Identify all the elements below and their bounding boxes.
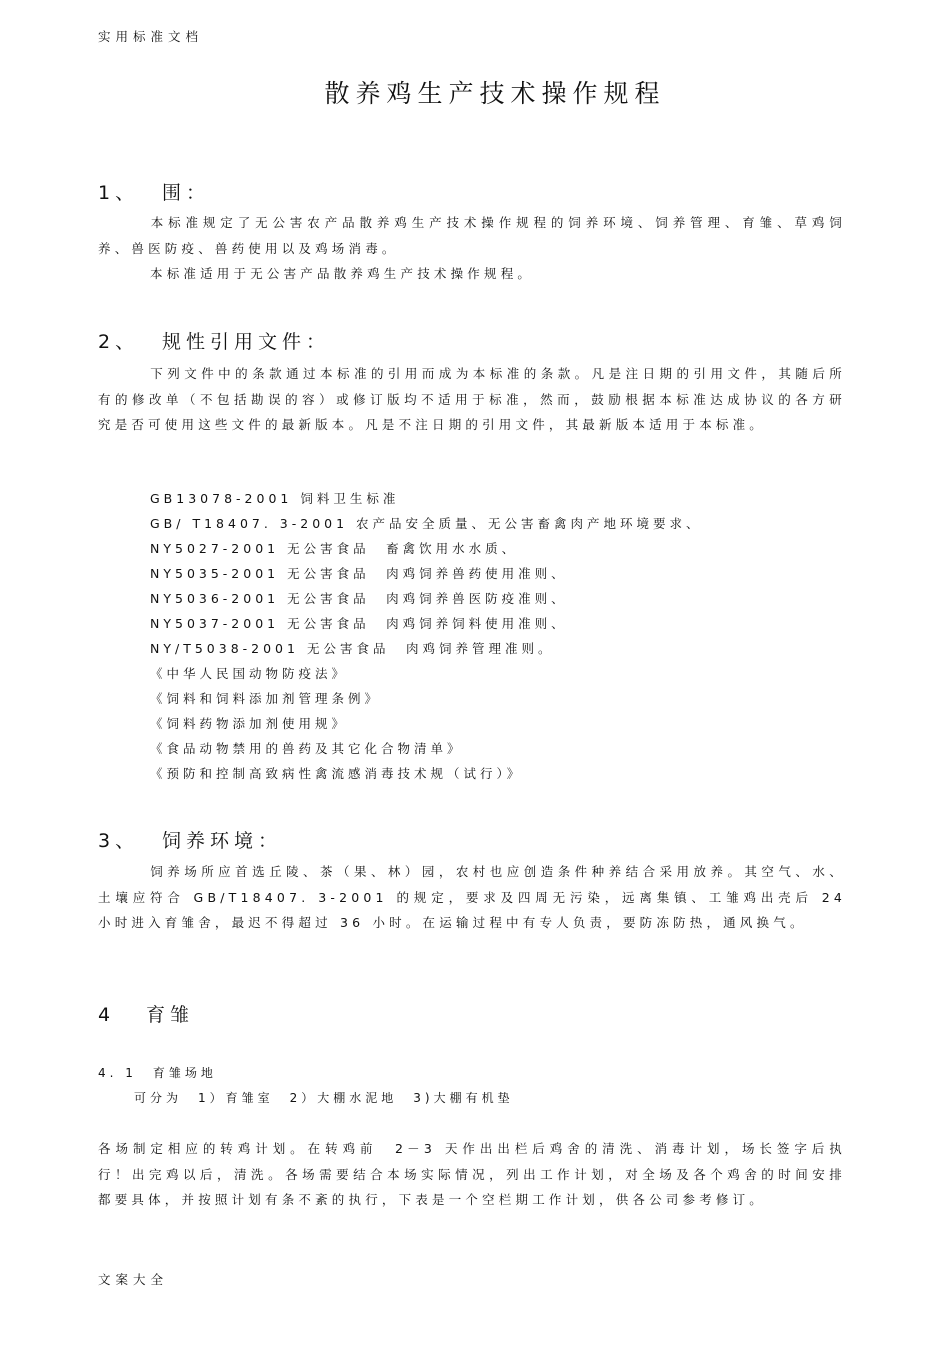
- section-1-heading: [98, 178, 210, 205]
- section-title: 围：: [162, 182, 211, 204]
- section-title: 饲养环境：: [162, 830, 283, 852]
- reference-item: 《预防和控制高致病性禽流感消毒技术规（试行）》: [150, 766, 524, 781]
- reference-item: 《食品动物禁用的兽药及其它化合物清单》: [150, 741, 464, 756]
- reference-item: NY5036-2001 无公害食品 肉鸡饲养兽医防疫准则、: [150, 591, 568, 606]
- page-header: 实用标准文档: [98, 29, 204, 44]
- reference-item: GB13078-2001 饲料卫生标准: [150, 491, 400, 506]
- reference-item: 《饲料药物添加剂使用规》: [150, 716, 349, 731]
- section-1-paragraph-2: 本标准适用于无公害产品散养鸡生产技术操作规程。: [150, 266, 535, 281]
- reference-item: 《中华人民国动物防疫法》: [150, 666, 349, 681]
- section-2-paragraph: 下列文件中的条款通过本标准的引用而成为本标准的条款。凡是注日期的引用文件，其随后所有的修改单（不包括勘误的容）或修订版均不适用于标准，然而，鼓励根据本标准达成协议的各方研究是否可使用这些文件的最新版本。凡是不注日期的引用文件，其最新版本适用于本标准。: [98, 366, 846, 432]
- section-4-paragraph: 各场制定相应的转鸡计划。在转鸡前 2－3 天作出出栏后鸡舍的清洗、消毒计划，场长签字后执行！出完鸡以后，清洗。各场需要结合本场实际情况，列出工作计划，对全场及各个鸡舍的时间安排都要具体，并按照计划有条不紊的执行，下表是一个空栏期工作计划，供各公司参考修订。: [98, 1141, 846, 1207]
- section-number: 3、: [98, 830, 140, 852]
- section-number: 4: [98, 1004, 116, 1026]
- section-number: 2、: [98, 331, 140, 353]
- reference-item: NY/T5038-2001 无公害食品 肉鸡饲养管理准则。: [150, 641, 555, 656]
- reference-item: GB/ T18407. 3-2001 农产品安全质量、无公害畜禽肉产地环境要求、: [150, 516, 703, 531]
- reference-item: NY5035-2001 无公害食品 肉鸡饲养兽药使用准则、: [150, 566, 568, 581]
- section-1-paragraph-1: 本标准规定了无公害农产品散养鸡生产技术操作规程的饲养环境、饲养管理、育雏、草鸡饲养、兽医防疫、兽药使用以及鸡场消毒。: [98, 215, 846, 256]
- section-title: 规性引用文件：: [162, 331, 331, 353]
- page-footer: 文案大全: [98, 1272, 169, 1287]
- section-3-heading: [98, 826, 282, 853]
- subsection-options: 可分为 1）育雏室 2）大棚水泥地 3)大棚有机垫: [134, 1091, 514, 1105]
- section-3-paragraph: 饲养场所应首选丘陵、茶（果、林）园，农村也应创造条件种养结合采用放养。其空气、水、土壤应符合 GB/T18407. 3-2001 的规定，要求及四周无污染，远离集镇、工雏鸡出壳后 24 小时进入育雏舍，最迟不得超过 36 小时。在运输过程中有专人负责，要防冻防热，通风换气。: [98, 864, 846, 930]
- reference-item: NY5037-2001 无公害食品 肉鸡饲养饲料使用准则、: [150, 616, 568, 631]
- document-title: 散养鸡生产技术操作规程: [324, 79, 666, 108]
- subsection-title: 4. 1 育雏场地: [98, 1066, 217, 1080]
- reference-item: NY5027-2001 无公害食品 畜禽饮用水水质、: [150, 541, 519, 556]
- reference-item: 《饲料和饲料添加剂管理条例》: [150, 691, 382, 706]
- section-number: 1、: [98, 182, 140, 204]
- section-2-heading: [98, 327, 330, 354]
- section-4-heading: [98, 1000, 194, 1027]
- section-title: 育雏: [146, 1004, 195, 1026]
